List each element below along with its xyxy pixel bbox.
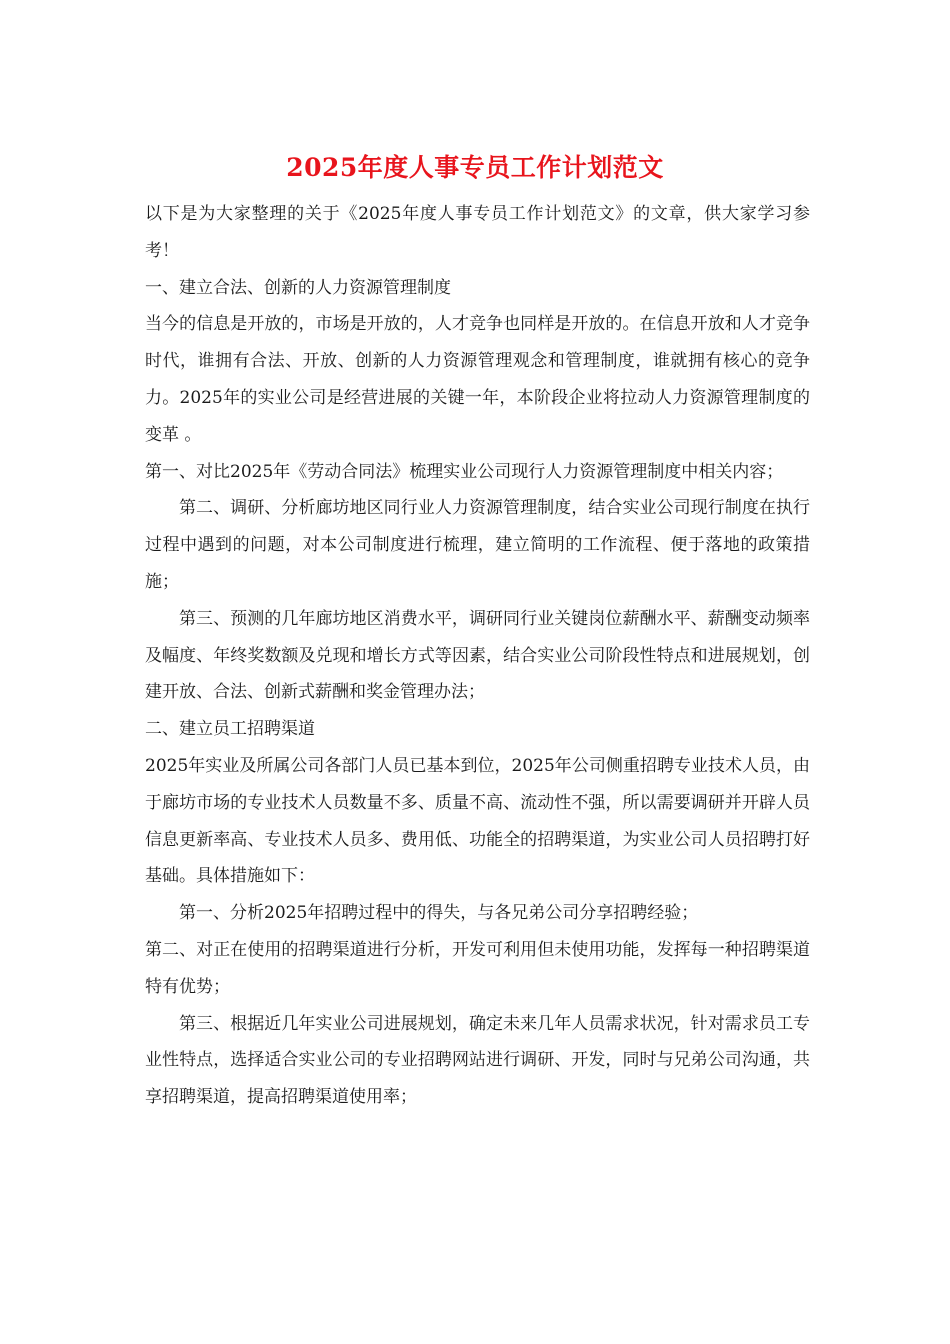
section-heading-2: 二、建立员工招聘渠道	[145, 719, 315, 740]
paragraph: 当今的信息是开放的，市场是开放的，人才竞争也同样是开放的。在信息开放和人才竞争时代，谁拥有合法、开放、创新的人力资源管理观念和管理制度，谁就拥有核心的竞争力。2025年的实业公司是经营进展的关键一年，本阶段企业将拉动人力资源管理制度的变革 。	[145, 314, 810, 445]
paragraph: 第二、调研、分析廊坊地区同行业人力资源管理制度，结合实业公司现行制度在执行过程中遇到的问题，对本公司制度进行梳理，建立简明的工作流程、便于落地的政策措施；	[145, 498, 810, 592]
document-title: 2025年度人事专员工作计划范文	[286, 153, 664, 182]
section-heading-1: 一、建立合法、创新的人力资源管理制度	[145, 277, 451, 298]
paragraph: 第一、分析2025年招聘过程中的得失，与各兄弟公司分享招聘经验；	[179, 903, 699, 924]
paragraph: 第一、对比2025年《劳动合同法》梳理实业公司现行人力资源管理制度中相关内容；	[145, 461, 784, 482]
document-body	[145, 196, 810, 1116]
paragraph: 第二、对正在使用的招聘渠道进行分析，开发可利用但未使用功能，发挥每一种招聘渠道特有优势；	[145, 939, 810, 997]
paragraph: 第三、预测的几年廊坊地区消费水平，调研同行业关键岗位薪酬水平、薪酬变动频率及幅度、年终奖数额及兑现和增长方式等因素，结合实业公司阶段性特点和进展规划，创建开放、合法、创新式薪酬和奖金管理办法；	[145, 608, 810, 703]
paragraph: 第三、根据近几年实业公司进展规划，确定未来几年人员需求状况，针对需求员工专业性特点，选择适合实业公司的专业招聘网站进行调研、开发，同时与兄弟公司沟通，共享招聘渠道，提高招聘渠道使用率；	[145, 1013, 810, 1108]
paragraph-intro: 以下是为大家整理的关于《2025年度人事专员工作计划范文》的文章，供大家学习参考！	[145, 204, 810, 261]
paragraph: 2025年实业及所属公司各部门人员已基本到位，2025年公司侧重招聘专业技术人员，由于廊坊市场的专业技术人员数量不多、质量不高、流动性不强，所以需要调研并开辟人员信息更新率高、专业技术人员多、费用低、功能全的招聘渠道，为实业公司人员招聘打好基础。具体措施如下：	[145, 755, 810, 887]
